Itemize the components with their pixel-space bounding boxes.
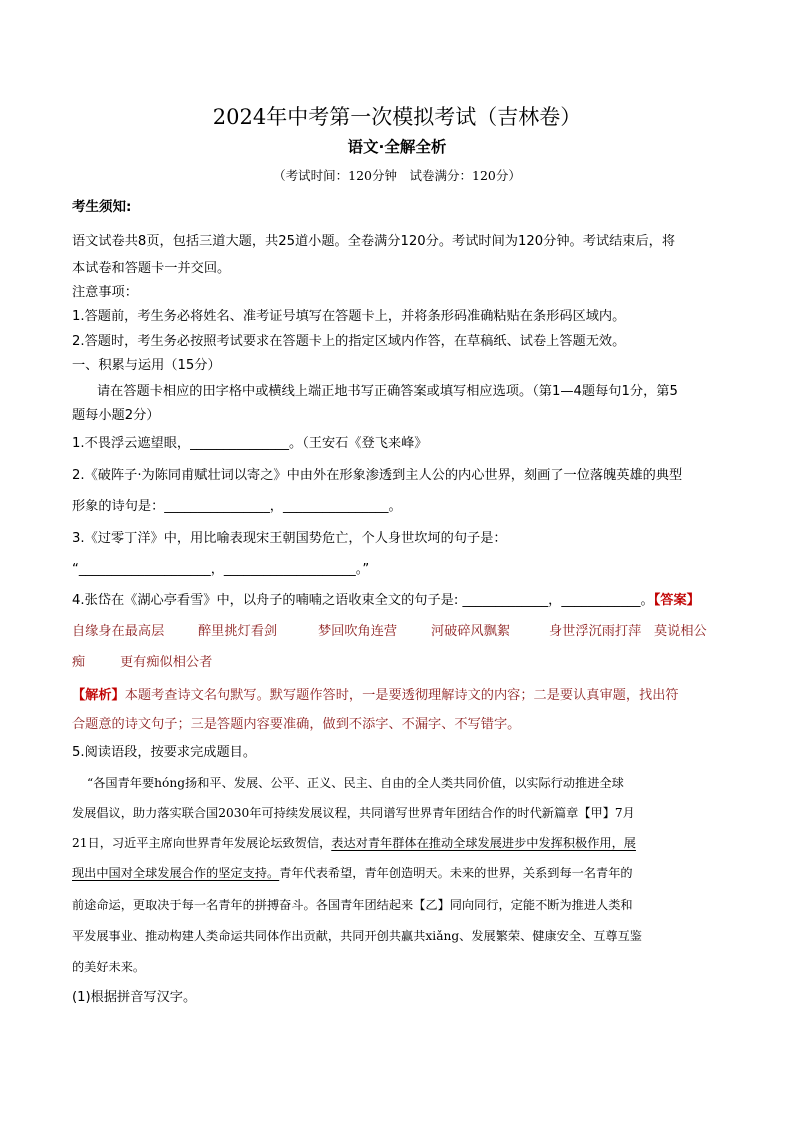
question-1: 1.不畏浮云遮望眼，_______________。（王安石《登飞来峰》 (72, 436, 428, 451)
passage-line: 前途命运，更取决于每一名青年的拼搏奋斗。各国青年团结起来【乙】同向同行，定能不断为推进人类和 (72, 898, 633, 912)
passage-line (72, 833, 636, 853)
answer-row (72, 622, 707, 642)
cautions-heading: 注意事项： (72, 285, 138, 300)
answer-item: 自缘身在最高层 (72, 624, 165, 639)
question-2: 2.《破阵子·为陈同甫赋壮词以寄之》中由外在形象渗透到主人公的内心世界，刻画了一位落魄英雄的典型 (72, 468, 683, 483)
exam-info: （考试时间：120分钟 试卷满分：120分） (273, 168, 521, 183)
question-3-answer-line: “____________________，____________________。” (72, 562, 370, 577)
caution-item: 2.答题时，考生务必按照考试要求在答题卡上的指定区域内作答，在草稿纸、试卷上答题无效。 (72, 334, 626, 349)
section-instruction: 题每小题2分） (72, 408, 160, 423)
passage-text: 21日，习近平主席向世界青年发展论坛致贺信， (72, 836, 332, 850)
answer-item: 醉里挑灯看剑 (198, 624, 278, 639)
passage-line: 平发展事业、推动构建人类命运共同体作出贡献，共同开创共赢共xiǎng、发展繁荣、健康安全、互尊互鉴 (72, 929, 642, 943)
notice-paragraph-line: 本试卷和答题卡一并交回。 (72, 261, 231, 276)
passage-text: 青年代表希望，青年创造明天。未来的世界，关系到每一名青年的 (279, 866, 633, 880)
answer-item: 更有痴似相公者 (120, 655, 213, 670)
question-4 (72, 591, 700, 611)
section-heading: 一、积累与运用（15分） (72, 358, 221, 373)
answer-label: 【答案】 (653, 593, 700, 608)
answer-row (72, 653, 212, 673)
answer-item: 痴 (72, 655, 86, 670)
question-2-answer-line: 形象的诗句是：________________，________________。 (72, 499, 402, 514)
passage-line: 发展倡议，助力落实联合国2030年可持续发展议程，共同谱写世界青年团结合作的时代新篇章【甲】7月 (72, 806, 635, 820)
section-instruction: 请在答题卡相应的田字格中或横线上端正地书写正确答案或填写相应选项。（第1—4题每句1分，第5 (97, 384, 678, 399)
notice-paragraph-line: 语文试卷共8页，包括三道大题，共25道小题。全卷满分120分。考试时间为120分钟。考试结束后，将 (72, 234, 676, 249)
question-5: 5.阅读语段，按要求完成题目。 (72, 745, 257, 760)
page-subtitle: 语文·全解全析 (347, 138, 447, 156)
page-title: 2024年中考第一次模拟考试（吉林卷） (212, 105, 582, 129)
underlined-sentence: 表达对青年群体在推动全球发展进步中发挥积极作用，展 (331, 836, 636, 850)
answer-item: 莫说相公 (654, 624, 707, 639)
sub-question: (1)根据拼音写汉字。 (72, 990, 197, 1005)
analysis-text: 本题考查诗文名句默写。默写题作答时，一是要透彻理解诗文的内容；二是要认真审题，找出符 (124, 688, 679, 703)
passage-line (72, 863, 633, 883)
question-4-text: 4.张岱在《湖心亭看雪》中，以舟子的喃喃之语收束全文的句子是: _____________，____________。 (72, 593, 654, 608)
notice-heading: 考生须知: (72, 199, 132, 215)
question-3: 3.《过零丁洋》中，用比喻表现宋王朝国势危亡，个人身世坎坷的句子是： (72, 531, 507, 546)
underlined-sentence: 现出中国对全球发展合作的坚定支持。 (72, 866, 280, 880)
answer-item: 梦回吹角连营 (318, 624, 398, 639)
passage-line: 的美好未来。 (72, 960, 146, 974)
analysis-label: 【解析】 (72, 688, 125, 703)
answer-item: 河破碎风飘絮 (431, 624, 511, 639)
answer-item: 身世浮沉雨打萍 (549, 624, 642, 639)
passage-line: “各国青年要hóng扬和平、发展、公平、正义、民主、自由的全人类共同价值，以实际行动推进全球 (87, 776, 624, 790)
analysis-line: 合题意的诗文句子；三是答题内容要准确，做到不添字、不漏字、不写错字。 (72, 717, 521, 732)
analysis-line (72, 686, 679, 706)
caution-item: 1.答题前，考生务必将姓名、准考证号填写在答题卡上，并将条形码准确粘贴在条形码区域内。 (72, 309, 626, 324)
